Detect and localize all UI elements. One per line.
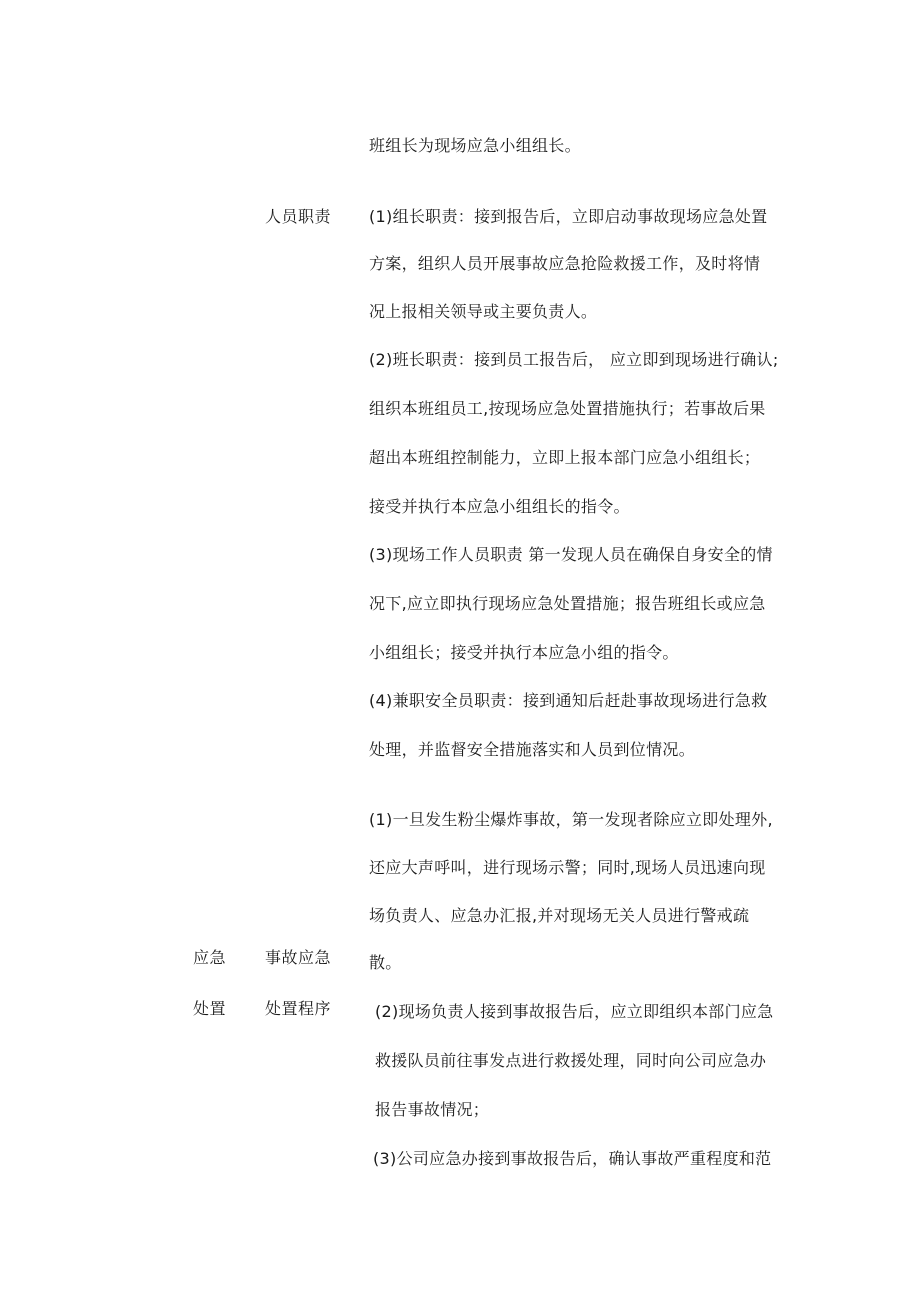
duties-line: 超出本班组控制能力，立即上报本部门应急小组组长； <box>369 448 761 467</box>
procedure-line: 报告事故情况； <box>375 1100 490 1119</box>
procedure-line: (2)现场负责人接到事故报告后，应立即组织本部门应急 <box>375 1002 774 1021</box>
intro-line: 班组长为现场应急小组组长。 <box>369 136 581 155</box>
duties-line: (4)兼职安全员职责：接到通知后赶赴事故现场进行急救 <box>369 691 768 710</box>
duties-line: 小组组长；接受并执行本应急小组的指令。 <box>369 643 679 662</box>
section-label-personnel-duties: 人员职责 <box>265 207 332 226</box>
duties-line: (1)组长职责：接到报告后，立即启动事故现场应急处置 <box>369 207 768 226</box>
procedure-line: (1)一旦发生粉尘爆炸事故，第一发现者除应立即处理外, <box>369 810 773 829</box>
procedure-line: (3)公司应急办接到事故报告后，确认事故严重程度和范 <box>373 1149 772 1168</box>
duties-line: 处理，并监督安全措施落实和人员到位情况。 <box>369 740 696 759</box>
duties-line: 接受并执行本应急小组组长的指令。 <box>369 497 630 516</box>
section-label-emergency-1: 应急 <box>193 948 227 967</box>
procedure-line: 散。 <box>369 953 402 972</box>
procedure-line: 场负责人、应急办汇报,并对现场无关人员进行警戒疏 <box>369 906 750 925</box>
procedure-line: 还应大声呼叫，进行现场示警；同时,现场人员迅速向现 <box>369 858 766 877</box>
duties-line: 况上报相关领导或主要负责人。 <box>369 302 598 321</box>
section-label-procedure-1: 事故应急 <box>265 948 332 967</box>
duties-line: (2)班长职责：接到员工报告后， 应立即到现场进行确认; <box>369 350 779 369</box>
procedure-line: 救援队员前往事发点进行救援处理，同时向公司应急办 <box>375 1051 767 1070</box>
duties-line: 组织本班组员工,按现场应急处置措施执行；若事故后果 <box>369 399 766 418</box>
section-label-emergency-2: 处置 <box>193 999 227 1018</box>
section-label-procedure-2: 处置程序 <box>265 999 332 1018</box>
duties-line: 况下,应立即执行现场应急处置措施；报告班组长或应急 <box>369 594 766 613</box>
duties-line: (3)现场工作人员职责 第一发现人员在确保自身安全的情 <box>369 545 773 564</box>
duties-line: 方案，组织人员开展事故应急抢险救援工作，及时将情 <box>369 254 761 273</box>
